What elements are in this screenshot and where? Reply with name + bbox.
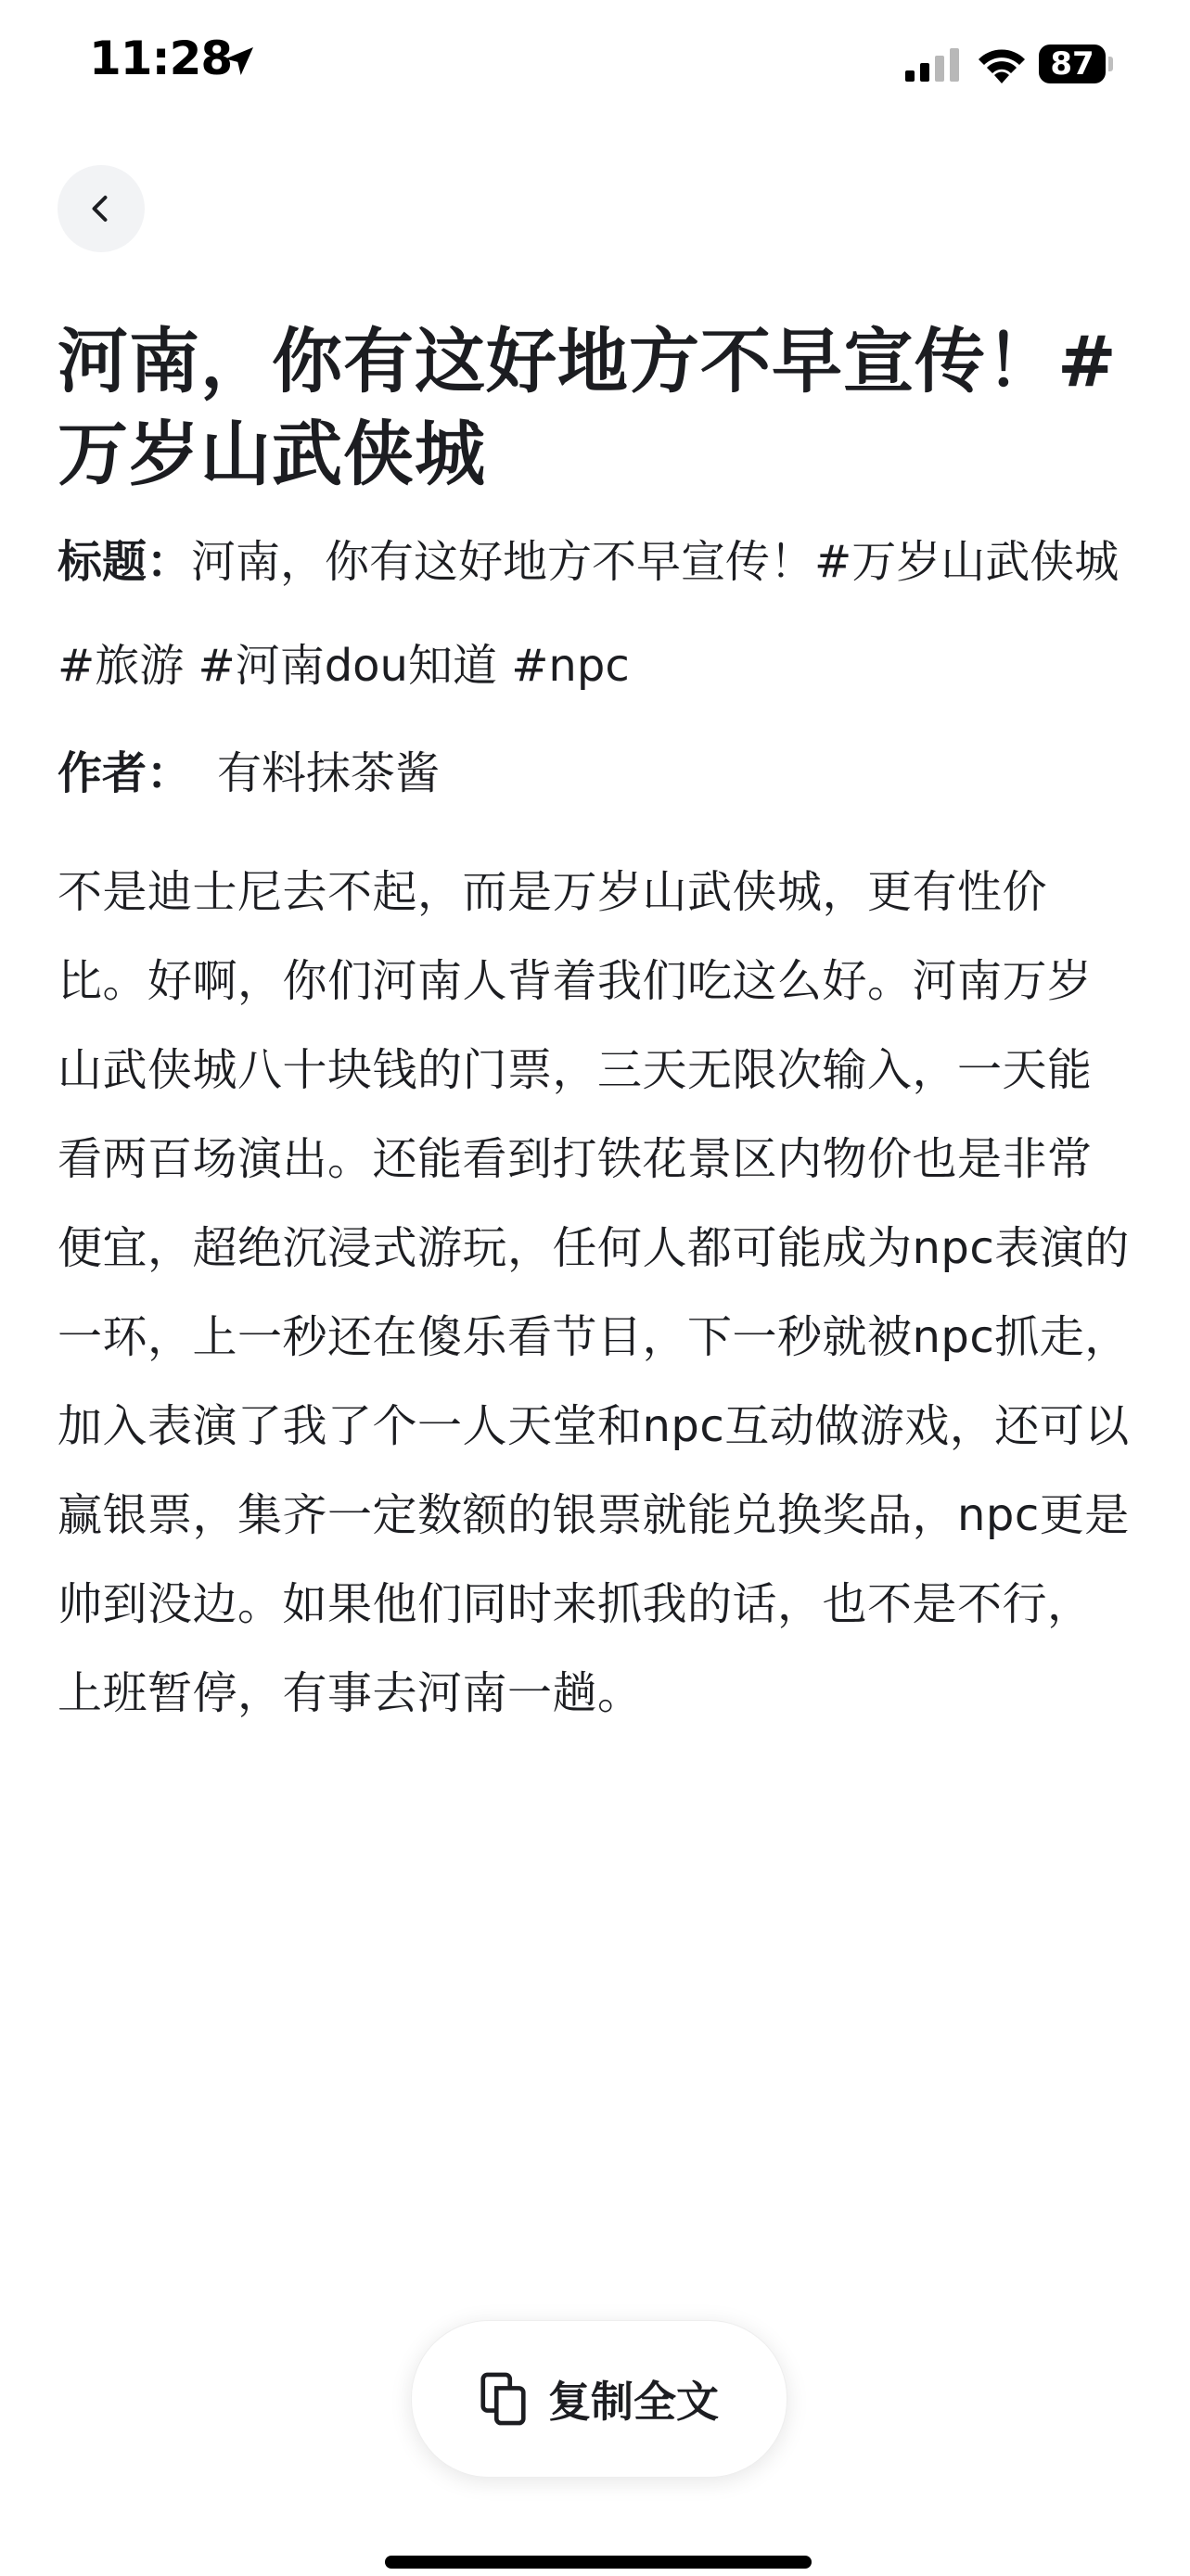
status-time: 11:28 <box>89 32 233 85</box>
copy-icon <box>480 2372 528 2426</box>
title-label: 标题： <box>58 536 192 588</box>
status-bar <box>0 0 1190 139</box>
tags-line: #旅游 #河南dou知道 #npc <box>58 640 630 692</box>
chevron-left-icon <box>84 192 118 225</box>
copy-all-label: 复制全文 <box>548 2377 719 2427</box>
wifi-icon <box>976 43 1028 83</box>
page-title: 河南，你有这好地方不早宣传！#万岁山武侠城 <box>58 320 1118 495</box>
author-label: 作者： <box>58 747 192 799</box>
home-indicator[interactable] <box>385 2556 812 2569</box>
author-line <box>58 731 1133 816</box>
cellular-signal-icon <box>905 48 961 82</box>
title-line <box>58 519 1133 605</box>
article-content <box>58 315 1133 1738</box>
title-value: 河南，你有这好地方不早宣传！#万岁山武侠城 <box>191 536 1120 588</box>
author-name: 有料抹茶酱 <box>217 747 441 799</box>
article-body: 不是迪士尼去不起，而是万岁山武侠城，更有性价比。好啊，你们河南人背着我们吃这么好。河南万岁山武侠城八十块钱的门票，三天无限次输入，一天能看两百场演出。还能看到打铁花景区内物价也是非常便宜，超绝沉浸式游玩，任何人都可能成为npc表演的一环，上一秒还在傻乐看节目，下一秒就被npc抓走，加入表演了我了个一人天堂和npc互动做游戏，还可以赢银票，集齐一定数额的银票就能兑换奖品，npc更是帅到没边。如果他们同时来抓我的话，也不是不行，上班暂停，有事去河南一趟。 <box>58 866 1130 1719</box>
battery-icon <box>1039 45 1113 83</box>
back-button[interactable] <box>58 165 145 252</box>
battery-level: 87 <box>1039 45 1106 83</box>
location-arrow-icon <box>221 43 258 80</box>
copy-all-button[interactable] <box>411 2320 787 2478</box>
